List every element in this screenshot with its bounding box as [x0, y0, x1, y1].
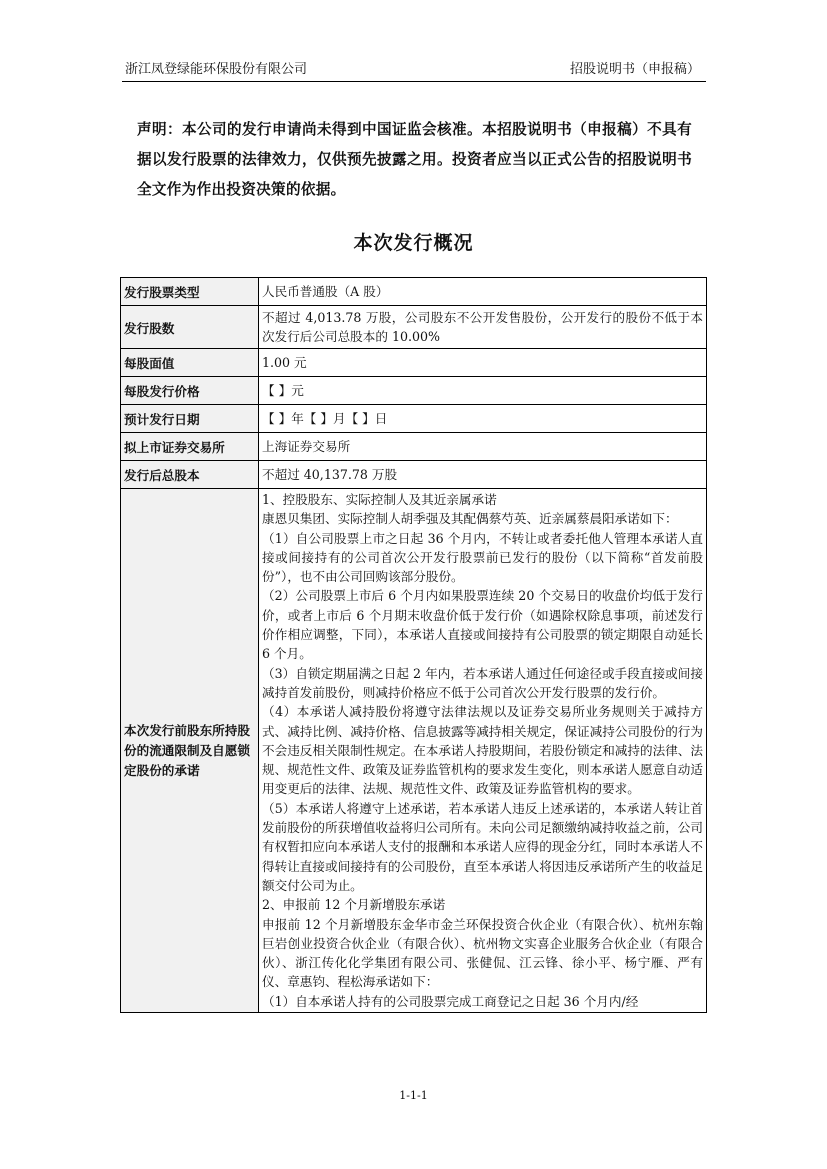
row-value: 不超过 4,013.78 万股，公司股东不公开发售股份，公开发行的股份不低于本次发行后公司总股本的 10.00% — [259, 306, 707, 349]
row-value: 上海证券交易所 — [259, 433, 707, 461]
table-row-lockup — [121, 489, 707, 1013]
lockup-label: 本次发行前股东所持股份的流通限制及自愿锁定股份的承诺 — [121, 489, 259, 1013]
table-row — [121, 433, 707, 461]
row-value: 【 】年【 】月【 】日 — [259, 405, 707, 433]
table-row — [121, 278, 707, 306]
lockup-commitments — [259, 489, 707, 1013]
table-row — [121, 377, 707, 405]
lockup-paragraph: 2、申报前 12 个月新增股东承诺 — [262, 897, 446, 913]
row-value: 1.00 元 — [259, 349, 707, 377]
lockup-paragraph: （3）自锁定期届满之日起 2 年内，若本承诺人通过任何途径或手段直接或间接减持首发前股份，则减持价格应不低于公司首次公开发行股票的发行价。 — [262, 665, 703, 700]
lockup-paragraph: （2）公司股票上市后 6 个月内如果股票连续 20 个交易日的收盘价均低于发行价，或者上市后 6 个月期末收盘价低于发行价（如遇除权除息事项，前述发行价作相应调整，下同），本承诺人直接或间接持有公司股票的锁定期限自动延长 6 个月。 — [262, 588, 703, 662]
page-header — [122, 58, 706, 80]
row-label: 拟上市证券交易所 — [121, 433, 259, 461]
summary-table — [120, 277, 707, 1013]
table-row — [121, 461, 707, 489]
row-label: 发行后总股本 — [121, 461, 259, 489]
row-value: 【 】元 — [259, 377, 707, 405]
row-label: 每股面值 — [121, 349, 259, 377]
declaration: 声明：本公司的发行申请尚未得到中国证监会核准。本招股说明书（申报稿）不具有据以发行股票的法律效力，仅供预先披露之用。投资者应当以正式公告的招股说明书全文作为作出投资决策的依据。 — [137, 121, 692, 198]
table-row — [121, 349, 707, 377]
page-number: 1-1-1 — [399, 1089, 428, 1102]
row-label: 预计发行日期 — [121, 405, 259, 433]
header-doc-type: 招股说明书（申报稿） — [569, 62, 700, 77]
lockup-paragraph: （5）本承诺人将遵守上述承诺，若本承诺人违反上述承诺的，本承诺人转让首发前股份的所获增值收益将归公司所有。未向公司足额缴纳减持收益之前，公司有权暂扣应向本承诺人支付的报酬和本承诺人应得的现金分红，同时本承诺人不得转让直接或间接持有的公司股份，直至本承诺人将因违反承诺所产生的收益足额交付公司为止。 — [262, 800, 703, 893]
table-row — [121, 405, 707, 433]
row-label: 发行股数 — [121, 306, 259, 349]
lockup-paragraph: （4）本承诺人减持股份将遵守法律法规以及证券交易所业务规则关于减持方式、减持比例、减持价格、信息披露等减持相关规定，保证减持公司股份的行为不会违反相关限制性规定。在本承诺人持股期间，若股份锁定和减持的法律、法规、规范性文件、政策及证券监管机构的要求发生变化，则本承诺人愿意自动适用变更后的法律、法规、规范性文件、政策及证券监管机构的要求。 — [262, 704, 703, 797]
row-label: 每股发行价格 — [121, 377, 259, 405]
row-value: 不超过 40,137.78 万股 — [259, 461, 707, 489]
lockup-paragraph: 申报前 12 个月新增股东金华市金兰环保投资合伙企业（有限合伙）、杭州东翰巨岩创业投资合伙企业（有限合伙）、杭州物文实喜企业服务合伙企业（有限合伙）、浙江传化化学集团有限公司、张健侃、江云锋、徐小平、杨宁雁、严有仪、章惠钧、程松海承诺如下： — [262, 916, 703, 990]
lockup-paragraph: 康恩贝集团、实际控制人胡季强及其配偶蔡芍英、近亲属蔡晨阳承诺如下： — [262, 511, 678, 527]
row-value: 人民币普通股（A 股） — [259, 278, 707, 306]
lockup-paragraph: 1、控股股东、实际控制人及其近亲属承诺 — [262, 492, 497, 507]
table-row — [121, 306, 707, 349]
row-label: 发行股票类型 — [121, 278, 259, 306]
header-rule — [122, 81, 706, 82]
lockup-paragraph: （1）自公司股票上市之日起 36 个月内，不转让或者委托他人管理本承诺人直接或间接持有的公司首次公开发行股票前已发行的股份（以下简称“首发前股份”），也不由公司回购该部分股份。 — [262, 530, 703, 585]
lockup-paragraph: （1）自本承诺人持有的公司股票完成工商登记之日起 36 个月内/经 — [262, 993, 639, 1009]
header-company: 浙江凤登绿能环保股份有限公司 — [125, 62, 308, 77]
page-title: 本次发行概况 — [353, 232, 474, 254]
